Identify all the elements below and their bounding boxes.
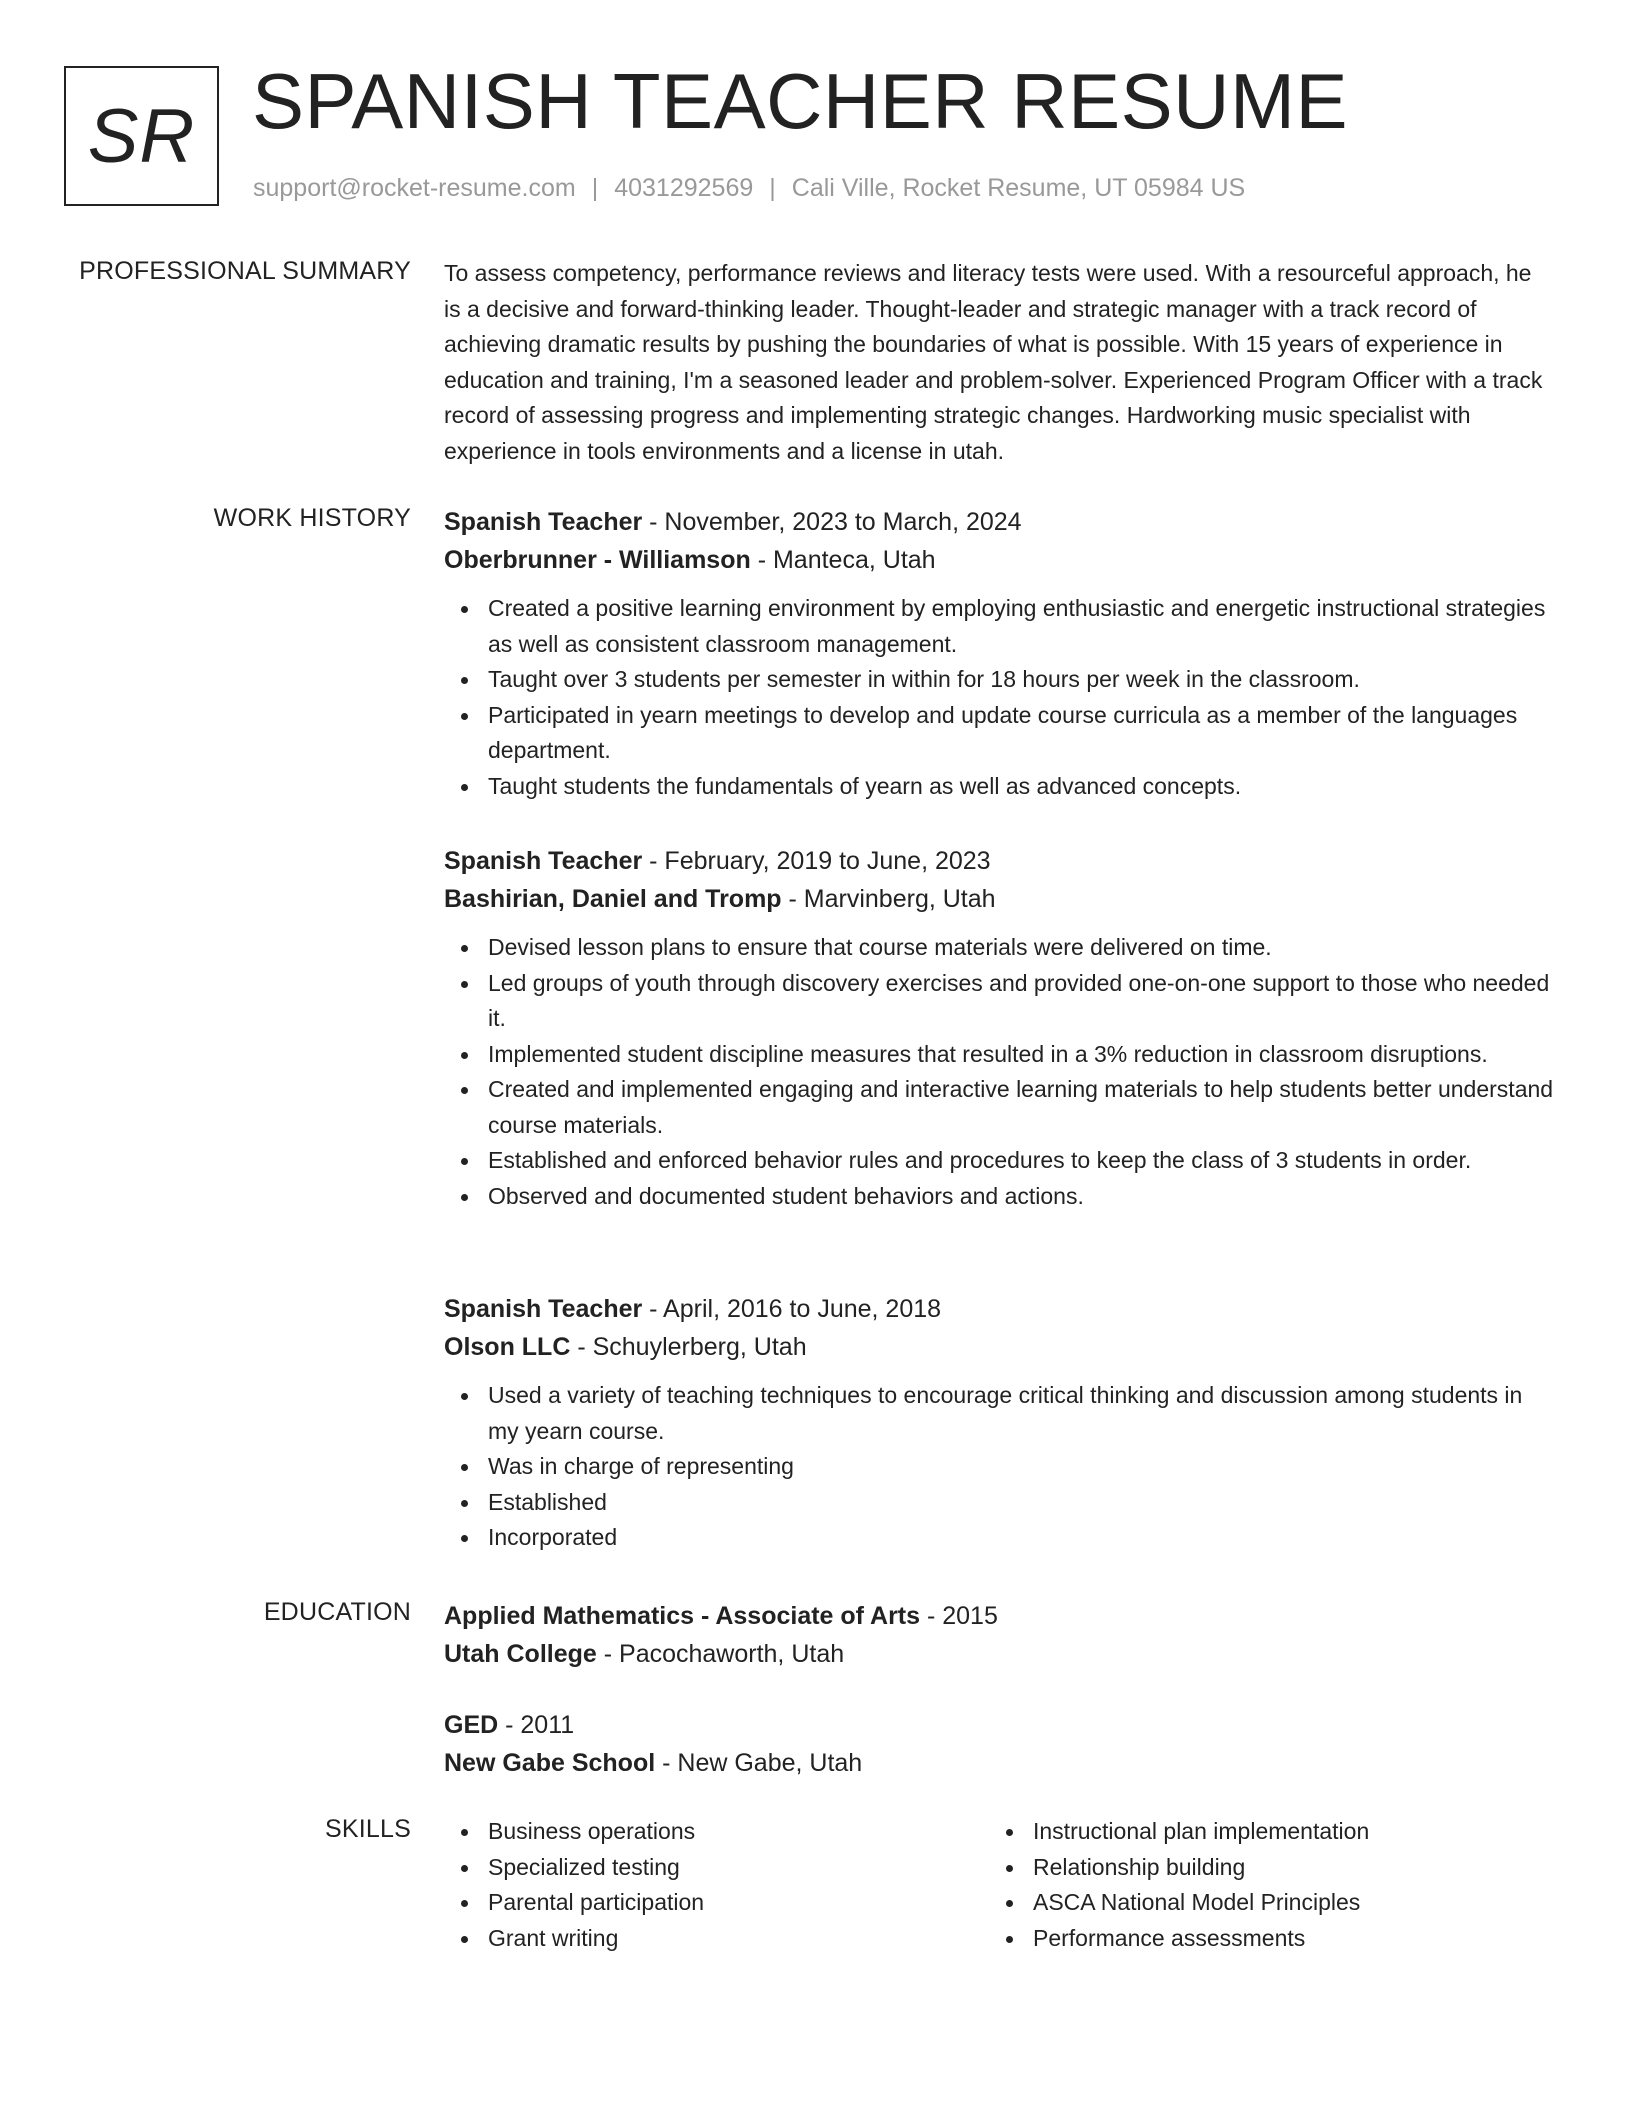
list-item: Observed and documented student behaviors and actions.	[488, 1179, 1554, 1215]
school-location: - Pacochaworth, Utah	[596, 1640, 845, 1668]
list-item: Led groups of youth through discovery exercises and provided one-on-one support to those who needed it.	[488, 966, 1554, 1037]
list-item: Was in charge of representing	[488, 1449, 1554, 1485]
degree-year: - 2015	[920, 1602, 998, 1630]
list-item: Devised lesson plans to ensure that course materials were delivered on time.	[488, 930, 1554, 966]
contact-email: support@rocket-resume.com	[253, 174, 576, 202]
job-company: Bashirian, Daniel and Tromp	[444, 885, 782, 913]
contact-phone: 4031292569	[614, 174, 754, 202]
job-role: Spanish Teacher	[444, 1295, 643, 1323]
section-label-work-history: WORK HISTORY	[213, 504, 411, 532]
skill-item: Business operations	[488, 1814, 944, 1850]
skills-column-left	[444, 1814, 944, 1956]
job-company: Oberbrunner - Williamson	[444, 546, 751, 574]
skill-item: Relationship building	[1033, 1850, 1489, 1886]
contact-separator: |	[591, 174, 599, 202]
job-role: Spanish Teacher	[444, 847, 643, 875]
section-label-education: EDUCATION	[263, 1598, 411, 1626]
skills-column-right	[989, 1814, 1489, 1956]
job-bullet-list	[444, 1378, 1554, 1556]
section-label-skills: SKILLS	[325, 1815, 411, 1843]
job-location: - Marvinberg, Utah	[781, 885, 996, 913]
job-dates: - February, 2019 to June, 2023	[642, 847, 991, 875]
list-item: Created and implemented engaging and interactive learning materials to help students better understand course materials.	[488, 1072, 1554, 1143]
list-item: Incorporated	[488, 1520, 1554, 1556]
initials: SR	[87, 93, 196, 179]
list-item: Used a variety of teaching techniques to encourage critical thinking and discussion among students in my yearn course.	[488, 1378, 1554, 1449]
list-item: Established and enforced behavior rules and procedures to keep the class of 3 students in order.	[488, 1143, 1554, 1179]
list-item: Created a positive learning environment by employing enthusiastic and energetic instructional strategies as well as consistent classroom management.	[488, 591, 1554, 662]
job-bullet-list	[444, 930, 1554, 1214]
list-item: Established	[488, 1485, 1554, 1521]
skills-list	[444, 1814, 944, 1956]
job-entry	[444, 842, 1554, 1214]
job-bullet-list	[444, 591, 1554, 804]
list-item: Taught students the fundamentals of yearn as well as advanced concepts.	[488, 769, 1554, 805]
degree: Applied Mathematics - Associate of Arts	[444, 1602, 921, 1630]
school: New Gabe School	[444, 1749, 656, 1777]
degree-line	[444, 1706, 1554, 1744]
job-company-line	[444, 1328, 1554, 1366]
education-entry	[444, 1597, 1554, 1673]
school-line	[444, 1744, 1554, 1782]
job-title-line	[444, 1290, 1554, 1328]
skill-item: Performance assessments	[1033, 1921, 1489, 1957]
education-entry	[444, 1706, 1554, 1782]
summary-text: To assess competency, performance reviews and literacy tests were used. With a resourceful approach, he is a decisive and forward-thinking leader. Thought-leader and strategic manager with a track record of achieving dramatic results by pushing the boundaries of what is possible. With 15 years of experience in education and training, I'm a seasoned leader and problem-solver. Experienced Program Officer with a track record of assessing progress and implementing strategic changes. Hardworking music specialist with experience in tools environments and a license in utah.	[444, 260, 1543, 464]
job-dates: - April, 2016 to June, 2018	[642, 1295, 942, 1323]
job-role: Spanish Teacher	[444, 508, 643, 536]
job-company-line	[444, 541, 1554, 579]
degree: GED	[444, 1711, 499, 1739]
skills-list	[989, 1814, 1489, 1956]
job-company: Olson LLC	[444, 1333, 571, 1361]
monogram-logo	[64, 66, 219, 206]
contact-address: Cali Ville, Rocket Resume, UT 05984 US	[791, 174, 1246, 202]
list-item: Taught over 3 students per semester in within for 18 hours per week in the classroom.	[488, 662, 1554, 698]
skill-item: ASCA National Model Principles	[1033, 1885, 1489, 1921]
school-line	[444, 1635, 1554, 1673]
skill-item: Specialized testing	[488, 1850, 944, 1886]
job-location: - Manteca, Utah	[750, 546, 936, 574]
section-label-summary: PROFESSIONAL SUMMARY	[79, 257, 411, 285]
degree-line	[444, 1597, 1554, 1635]
job-title-line	[444, 842, 1554, 880]
job-dates: - November, 2023 to March, 2024	[642, 508, 1022, 536]
page-title: SPANISH TEACHER RESUME	[252, 57, 1348, 145]
contact-line	[253, 174, 1245, 203]
job-entry	[444, 1290, 1554, 1556]
list-item: Participated in yearn meetings to develop and update course curricula as a member of the languages department.	[488, 698, 1554, 769]
skill-item: Grant writing	[488, 1921, 944, 1957]
summary-section	[444, 256, 1554, 469]
job-entry	[444, 503, 1554, 804]
job-company-line	[444, 880, 1554, 918]
school-location: - New Gabe, Utah	[655, 1749, 863, 1777]
school: Utah College	[444, 1640, 597, 1668]
job-title-line	[444, 503, 1554, 541]
job-location: - Schuylerberg, Utah	[570, 1333, 807, 1361]
contact-separator: |	[769, 174, 776, 202]
skill-item: Instructional plan implementation	[1033, 1814, 1489, 1850]
list-item: Implemented student discipline measures that resulted in a 3% reduction in classroom disruptions.	[488, 1037, 1554, 1073]
degree-year: - 2011	[498, 1711, 575, 1739]
skill-item: Parental participation	[488, 1885, 944, 1921]
